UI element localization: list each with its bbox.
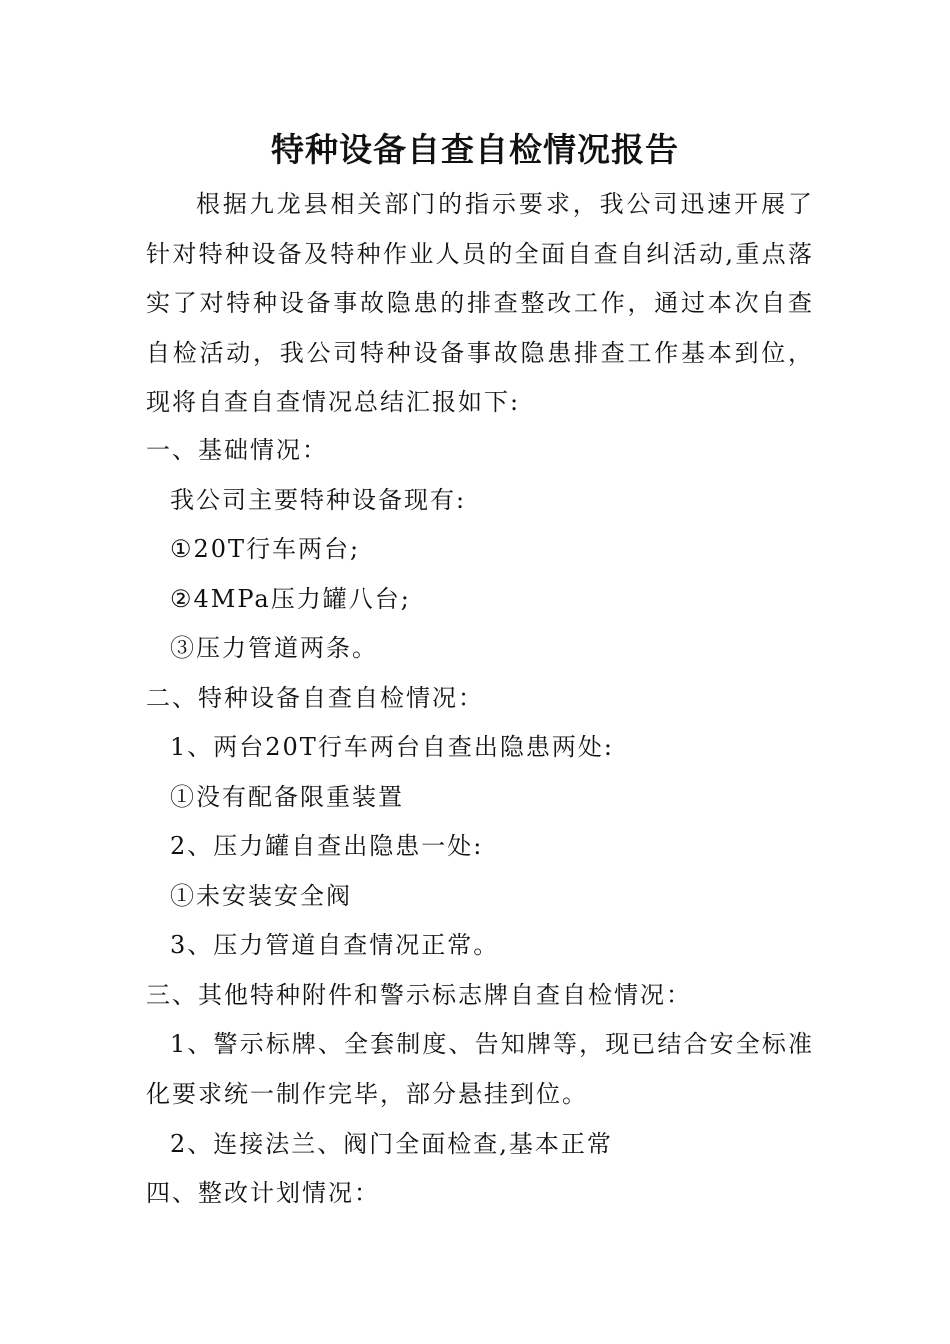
section-2-line-4: ①未安装安全阀 bbox=[170, 882, 352, 910]
section-1-heading: 一、基础情况： bbox=[146, 436, 328, 464]
section-2-line-3: 2、压力罐自查出隐患一处: bbox=[170, 832, 484, 860]
section-3-item-2: 2、连接法兰、阀门全面检查,基本正常 bbox=[170, 1130, 613, 1158]
section-2-line-1: 1、两台20T行车两台自查出隐患两处: bbox=[170, 733, 614, 761]
section-2-line-5: 3、压力管道自查情况正常。 bbox=[170, 931, 500, 959]
section-3-item-1: 1、警示标牌、全套制度、告知牌等，现已结合安全标准化要求统一制作完毕，部分悬挂到位。 bbox=[146, 1030, 814, 1108]
section-1-item-2: ②4MPa压力罐八台; bbox=[170, 585, 411, 613]
intro-paragraph: 根据九龙县相关部门的指示要求，我公司迅速开展了针对特种设备及特种作业人员的全面自查自纠活动,重点落实了对特种设备事故隐患的排查整改工作，通过本次自查自检活动，我公司特种设备事故隐患排查工作基本到位，现将自查自查情况总结汇报如下: bbox=[146, 190, 814, 417]
section-2-line-2: ①没有配备限重装置 bbox=[170, 783, 404, 811]
section-1-item-1: ①20T行车两台; bbox=[170, 535, 361, 563]
document-title: 特种设备自查自检情况报告 bbox=[271, 130, 679, 169]
section-2-heading: 二、特种设备自查自检情况： bbox=[146, 684, 484, 712]
section-4-heading: 四、整改计划情况： bbox=[146, 1179, 380, 1207]
section-1-lead: 我公司主要特种设备现有: bbox=[170, 486, 467, 514]
section-3-heading: 三、其他特种附件和警示标志牌自查自检情况： bbox=[146, 981, 692, 1009]
section-1-item-3: ③压力管道两条。 bbox=[170, 634, 378, 662]
